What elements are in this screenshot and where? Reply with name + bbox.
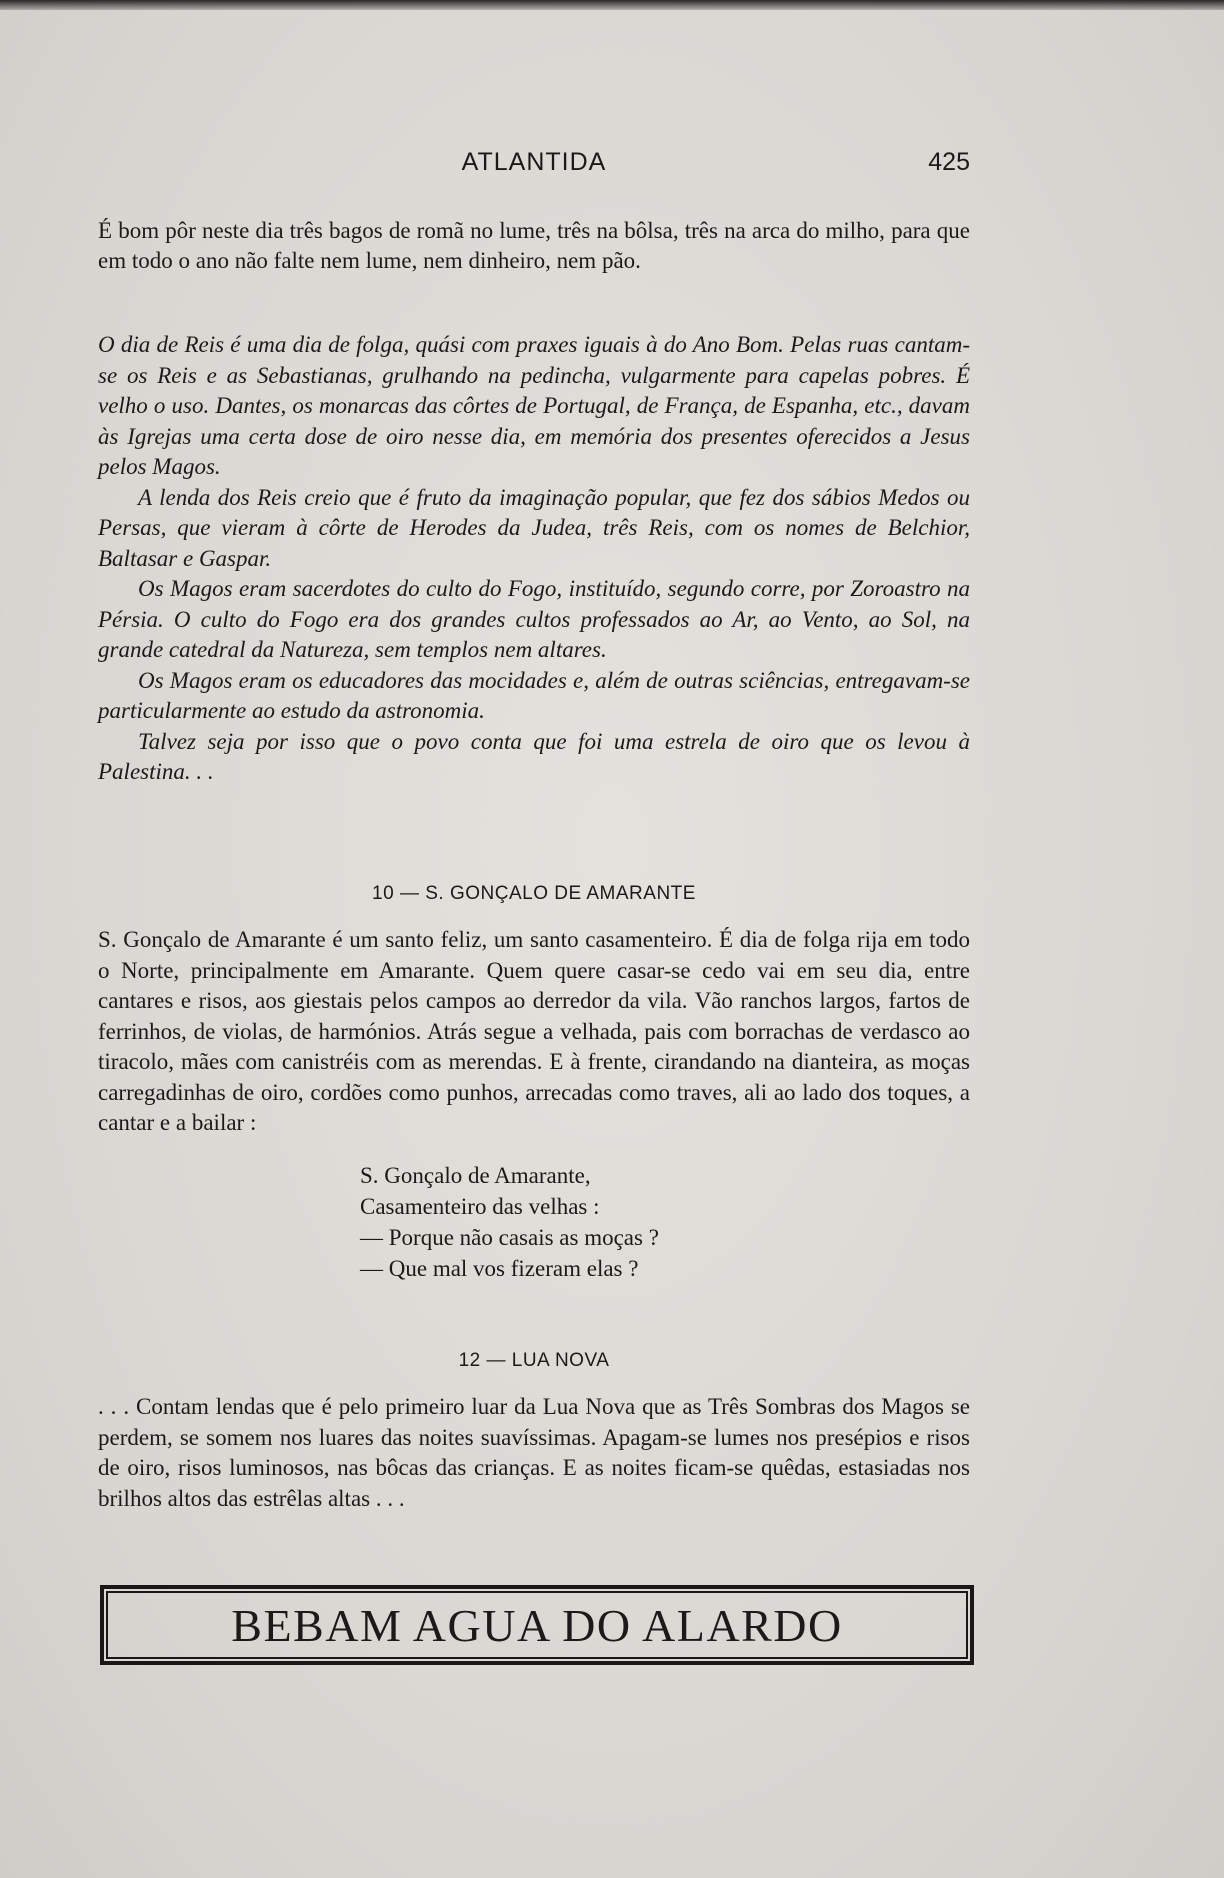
italic-paragraph-2: A lenda dos Reis creio que é fruto da imaginação popular, que fez dos sábios Medos ou Persas, que vieram à côrte de Herodes da Judea, três Reis, com os nomes de Belchior, Baltasar e Gaspar. [98, 484, 970, 571]
verse-block [360, 1160, 659, 1284]
verse-line: Casamenteiro das velhas : [360, 1194, 600, 1219]
advertisement-text: BEBAM AGUA DO ALARDO [231, 1599, 843, 1651]
italic-block-reis [98, 330, 970, 788]
page-number: 425 [928, 148, 970, 176]
verse-line: S. Gonçalo de Amarante, [360, 1163, 591, 1188]
advertisement-box [100, 1585, 974, 1665]
running-header [98, 148, 970, 188]
paragraph-pomegranate [98, 216, 970, 276]
scan-edge [0, 0, 1224, 10]
paragraph-text: . . . Contam lendas que é pelo primeiro luar da Lua Nova que as Três Sombras dos Magos se perdem, se somem nos luares das noites suavíssimas. Apagam-se lumes nos presépios e risos de oiro, risos luminosos, nas bôcas das crianças. E as noites ficam-se quêdas, estasiadas nos brilhos altos das estrêlas altas . . . [98, 1394, 970, 1511]
journal-title: ATLANTIDA [461, 148, 607, 176]
paragraph-lua-nova [98, 1392, 970, 1514]
verse-line: — Que mal vos fizeram elas ? [360, 1256, 639, 1281]
italic-paragraph-5: Talvez seja por isso que o povo conta que foi uma estrela de oiro que os levou à Palestina. . . [98, 728, 970, 784]
italic-paragraph-3: Os Magos eram sacerdotes do culto do Fogo, instituído, segundo corre, por Zoroastro na Pérsia. O culto do Fogo era dos grandes cultos professados ao Ar, ao Vento, ao Sol, na grande catedral da Natureza, sem templos nem altares. [98, 576, 970, 662]
paragraph-goncalo [98, 925, 970, 1139]
section-heading-goncalo: 10 — S. GONÇALO DE AMARANTE [372, 883, 696, 904]
verse-line: — Porque não casais as moças ? [360, 1225, 659, 1250]
paragraph-text: S. Gonçalo de Amarante é um santo feliz, um santo casamenteiro. É dia de folga rija em todo o Norte, principalmente em Amarante. Quem quere casar-se cedo vai em seu dia, entre cantares e risos, aos giestais pelos campos ao derredor da vila. Vão ranchos largos, fartos de ferrinhos, de violas, de harmónios. Atrás segue a velhada, pais com borrachas de verdasco ao tiracolo, mães com canistréis com as merendas. E à frente, cirandando na dianteira, as moças carregadinhas de oiro, cordões como punhos, arrecadas como traves, ali ao lado dos toques, a cantar e a bailar : [98, 927, 970, 1135]
paragraph-text: É bom pôr neste dia três bagos de romã no lume, três na bôlsa, três na arca do milho, para que em todo o ano não falte nem lume, nem dinheiro, nem pão. [98, 218, 970, 273]
section-heading-lua-nova: 12 — LUA NOVA [458, 1350, 610, 1371]
italic-paragraph-4: Os Magos eram os educadores das mocidades e, além de outras sciências, entregavam-se particularmente ao estudo da astronomia. [98, 667, 970, 723]
italic-paragraph-1: O dia de Reis é uma dia de folga, quási com praxes iguais à do Ano Bom. Pelas ruas cantam-se os Reis e as Sebastianas, grulhando na pedincha, vulgarmente para capelas pobres. É velho o uso. Dantes, os monarcas das côrtes de Portugal, de França, de Espanha, etc., davam às Igrejas uma certa dose de oiro nesse dia, em memória dos presentes oferecidos a Jesus pelos Magos. [98, 332, 970, 479]
